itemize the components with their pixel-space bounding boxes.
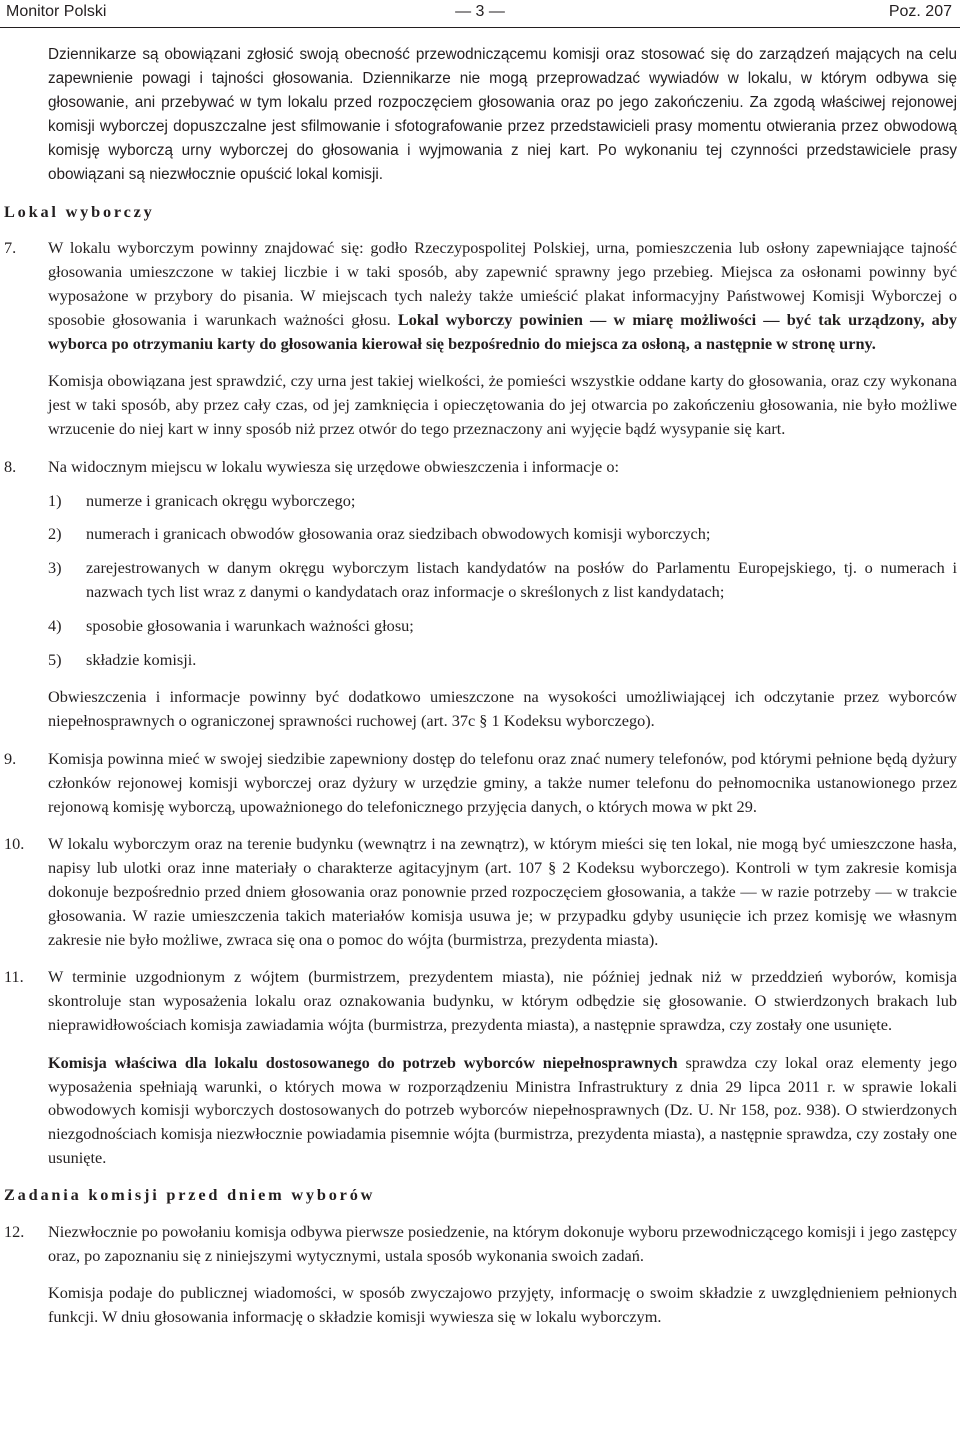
list-item-text: zarejestrowanych w danym okręgu wyborczym listach kandydatów na posłów do Parlamentu Europejskiego, tj. o numerach i nazwach tych list wraz z danymi o kandydatach oraz informacje o skreślonych z list kandydatach; [86,558,957,601]
list-item-number: 2) [48,524,62,544]
section-9-number: 9. [4,748,17,768]
intro-text-1: Dziennikarze są obowiązani zgłosić swoją obecność przewodniczącemu komisji oraz stosować się do zarządzeń mających na celu zapewnienie powagi i tajności głosowania. Dziennikarze nie mogą przeprowadzać wywiadów w lokalu, w którym odbywa się głosowanie, ani przebywać w tym lokalu przed rozpoczęciem głosowania oraz po jego zakończeniu. [48,46,957,111]
section-heading-lokal: Lokal wyborczy [4,202,155,222]
list-item [48,614,957,638]
section-11 [4,965,957,1169]
section-10 [4,832,957,951]
section-12-number: 12. [4,1221,25,1241]
list-item-number: 1) [48,490,62,510]
section-heading-zadania: Zadania komisji przed dniem wyborów [4,1184,376,1204]
section-10-text: W lokalu wyborczym oraz na terenie budynku (wewnątrz i na zewnątrz), w którym mieści się ten lokal, nie mogą być umieszczone hasła, napisy lub ulotki oraz inne materiały o charakterze agitacyjnym (art. 107 § 2 Kodeksu wyborczego). Kontroli w tym zakresie komisja dokonuje bezpośrednio przed dniem głosowania oraz ponownie przed rozpoczęciem głosowania, a także — w razie potrzeby — w trakcie głosowania. W razie umieszczenia takich materiałów komisja usuwa je; w przypadku gdyby usunięcie ich przez komisję we własnym zakresie nie było możliwe, zwraca się ona o pomoc do wójta (burmistrza, prezydenta miasta). [48,834,957,949]
header-rule [0,27,960,28]
section-7-body: W lokalu wyborczym powinny znajdować się: godło Rzeczypospolitej Polskiej, urna, pomieszczenia lub osłony zapewniające tajność głosowania umieszczone w takiej liczbie i w taki sposób, aby zapewnić sprawny jego przebieg. Miejsca za osłonami powinny być wyposażone w przybory do pisania. W miejscach tych należy także umieścić plakat informacyjny Państwowej Komisji Wyborczej o sposobie głosowania i warunkach ważności głosu. [48,238,957,329]
section-7-number: 7. [4,238,17,258]
list-item-text: składzie komisji. [86,649,197,669]
section-7-bold: Lokal wyborczy powinien — w miarę możliwości — być tak urządzony, aby wyborca po otrzymaniu karty do głosowania kierował się bezpośrednio do miejsca za osłoną, a następnie w stronę urny. [48,309,957,353]
section-11-rest: sprawdza czy lokal oraz elementy jego wyposażenia spełniają warunki, o których mowa w rozporządzeniu Ministra Infrastruktury z dnia 29 lipca 2011 r. w sprawie lokali obwodowych komisji wyborczych dostosowanych do potrzeb wyborców niepełnosprawnych (Dz. U. Nr 158, poz. 938). O stwierdzonych niezgodnościach komisja niezwłocznie powiadamia pisemnie wójta (burmistrza, prezydenta miasta), a następnie sprawdza, czy zostały one usunięte. [48,1052,957,1167]
section-8-text: Na widocznym miejscu w lokalu wywiesza się urzędowe obwieszczenia i informacje o: [48,456,619,476]
section-11-bold: Komisja właściwa dla lokalu dostosowanego do potrzeb wyborców niepełnosprawnych [48,1052,678,1072]
section-9 [4,747,957,818]
section-8-number: 8. [4,456,17,476]
list-item-text: numerze i granicach okręgu wyborczego; [86,490,356,510]
section-9-text: Komisja powinna mieć w swojej siedzibie zapewniony dostęp do telefonu oraz znać numery telefonów, pod którymi pełnione będą dyżury członków rejonowej komisji wyborczej oraz dyżury w urzędzie gminy, a także numer telefonu do pełnomocnika ustanowionego przez rejonową komisję wyborczą, upoważnionego do telefonicznego przyjęcia danych, o których mowa w pkt 29. [48,748,957,816]
section-12-paragraph-2: Komisja podaje do publicznej wiadomości, w sposób zwyczajowo przyjęty, informację o swoim składzie z uwzględnieniem pełnionych funkcji. W dniu głosowania informację o składzie komisji wywiesza się w lokalu wyborczym. [48,1283,957,1327]
list-item-text: numerach i granicach obwodów głosowania oraz siedzibach obwodowych komisji wyborczych; [86,524,711,544]
intro-paragraph [48,43,957,186]
position-number: Poz. 207 [888,3,952,20]
section-12 [4,1220,957,1329]
section-8-paragraph-2: Obwieszczenia i informacje powinny być dodatkowo umieszczone na wysokości umożliwiającej ich odczytanie przez wyborców niepełnosprawnych o ograniczonej sprawności ruchowej (art. 37c § 1 Kodeksu wyborczego). [48,687,957,731]
page-number: — 3 — [455,3,505,20]
section-7 [4,236,957,440]
section-12-text: Niezwłocznie po powołaniu komisja odbywa pierwsze posiedzenie, na którym dokonuje wyboru przewodniczącego komisji i jego zastępcy oraz, po zapoznaniu się z niniejszymi wytycznymi, ustala sposób wykonania swoich zadań. [48,1221,957,1265]
section-11-number: 11. [4,967,24,987]
list-item [48,648,957,672]
list-item-text: sposobie głosowania i warunkach ważności głosu; [86,615,414,635]
section-7-text [48,236,957,355]
list-item-number: 3) [48,558,62,578]
page-header [0,0,960,30]
section-8-list [48,489,957,672]
section-11-text: W terminie uzgodnionym z wójtem (burmistrzem, prezydentem miasta), nie później jednak niż w przeddzień wyborów, komisja skontroluje stan wyposażenia lokalu oraz oznakowania budynku, w którym odbędzie się głosowanie. O stwierdzonych brakach lub nieprawidłowościach komisja zawiadamia wójta (burmistrza, prezydenta miasta), a następnie sprawdza, czy zostały one usunięte. [48,967,957,1034]
list-item-number: 4) [48,615,62,635]
list-item [48,489,957,513]
section-10-number: 10. [4,834,25,854]
section-7-paragraph-2: Komisja obowiązana jest sprawdzić, czy urna jest takiej wielkości, że pomieści wszystkie oddane karty do głosowania, oraz czy wykonana jest w taki sposób, aby przez cały czas, od jej zamknięcia i opieczętowania do jej otwarcia po zakończeniu głosowania, nie było możliwe wrzucenie do niej kart w inny sposób niż przez otwór do tego przeznaczony ani wyjęcie bądź wysypanie się kart. [48,371,957,439]
section-8 [4,455,957,733]
publication-title: Monitor Polski [6,3,107,20]
list-item [48,556,957,604]
document-body [4,43,958,1329]
list-item [48,522,957,546]
list-item-number: 5) [48,649,62,669]
section-11-paragraph-2 [48,1051,957,1170]
intro-text-2: Za zgodą właściwej rejonowej komisji wyborczej dopuszczalne jest sfilmowanie i sfotografowanie przez przedstawicieli prasy momentu otwierania przez obwodową komisję wyborczą urny wyborczej do głosowania i wyjmowania z niej kart. Po wykonaniu tej czynności przedstawiciele prasy obowiązani są niezwłocznie opuścić lokal komisji. [48,93,958,183]
